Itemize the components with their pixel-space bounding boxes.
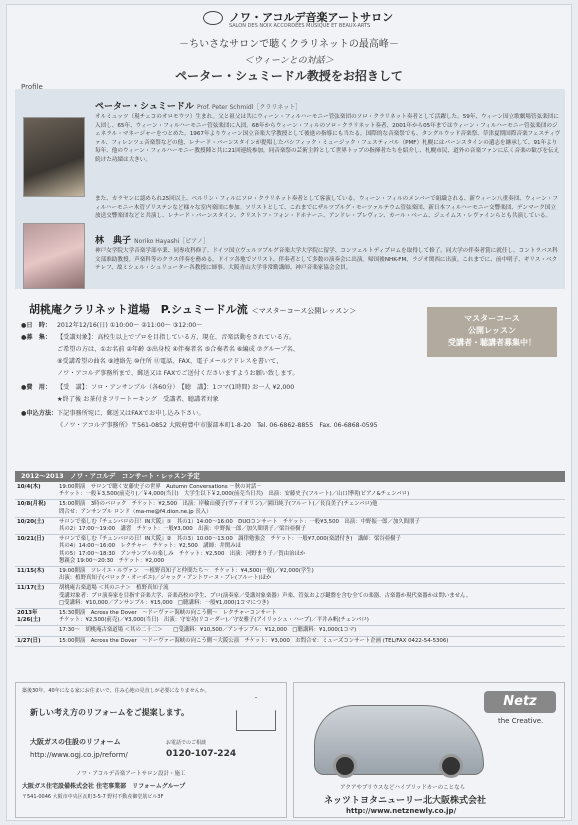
performer-1-name [95, 99, 301, 112]
profile-label: Profile [21, 83, 43, 91]
reform-ad-url[interactable]: http://www.ogj.co.jp/reform/ [30, 751, 128, 759]
performer-2-name-ja: 林 典子 [95, 236, 132, 246]
schedule-body: 17:30～ 胡桃庵古楽道場 ＜其の二十二＞ □受講料：¥10,500／アンサンブル：¥12,000 □聴講料：¥1,000(1コマ) [59, 627, 357, 634]
schedule-row [15, 500, 565, 517]
schedule-body: 19:00開演 サロンで聴く安藤史子の世界 Autumn Conversations －秋の対話－ チケット：一般￥3,500(前売り)／￥4,000(当日) 大学生以下￥2,000(前売当日共) 出演：安藤史子(フルート)／山口博明(ピアノ&チェンバロ) [59, 484, 410, 498]
schedule-date: 2013年 1/26(土) [17, 610, 41, 624]
reform-ad-headline: 新しい考え方のリフォームをご提案します。 [30, 708, 189, 717]
master-box-line-3: 受講者・聴講者募集中！ [448, 338, 536, 347]
lesson-title-sub: ＜マスターコース公開レッスン＞ [251, 307, 357, 315]
schedule-date: 10/20(土) [17, 518, 45, 525]
pianist-photo [23, 223, 85, 289]
info-value: 下記事務所宛に、郵送又はFAXでお申し込み下さい。 [57, 410, 205, 417]
schedule-row [15, 609, 565, 626]
event-subtitle: ＜ウィーンとの対話＞ [244, 56, 334, 66]
master-box-line-2: 公開レッスン [468, 326, 516, 335]
reform-ad-company: 大阪ガスの住設のリフォーム [30, 738, 121, 746]
house-illustration-icon [236, 697, 276, 731]
netz-logo: Netz [484, 691, 556, 713]
lesson-info-row [21, 369, 298, 378]
brand-name: ノワ・アコルデ音楽アートサロン [229, 11, 394, 24]
info-key: ●申込方法： [21, 410, 58, 417]
netz-url[interactable]: http://www.netznewly.co.jp/ [346, 807, 457, 815]
reform-ad-tel-label: お電話でのご相談 [166, 740, 207, 746]
schedule-date: 11/17(土) [17, 585, 45, 592]
performer-1-bio: オルミュッツ（現チェコのオロモウツ）生まれ。父と祖父は共にウィーン・フィルハーモニー管弦楽団のソロ・クラリネット奏者として活躍した。59年、ウィーン国立歌劇場管弦楽団に入団し、65年、ウィーン・フィルハーモニー管弦楽団に入団。68年からウィーン・フィルのソロ・クラリネット奏者、2001年から05年まではウィーン・フィルハーモニー管弦楽団のジェネラル・マネージャーをつとめた。1967年よりウィーン国立音楽大学教授として後進の指導にも当たる。国際的な音楽祭でも、タングルウッド音楽祭、草津夏期国際音楽フェスティヴァル、フィレンツェ音楽祭などの他、レナード・バーンスタインが提唱したパシフィック・ミュージック・フェスティバル（PMF）札幌にはバーンスタインの遺志を継承して、91年より毎年、他のウィーン・フィルハーモニー教授陣と共に21回連続参加。同音楽祭の芸術主幹として世界トップの指揮者たちを紹介し、札幌市民、道外の音楽ファンに広く音楽の歓びを伝え続けた功績は大きい。 [95, 114, 561, 163]
master-box-line-1: マスターコース [464, 314, 520, 323]
reform-ad [15, 682, 287, 818]
schedule-body: 15:00開演 Across the Dover ～ドーヴァー海峡の向こう側～大阪公演 チケット：¥3,000 お問合せ：ミューズコンサート企画 (TEL/FAX 0422-54-5306) [59, 637, 449, 644]
performer-1-name-en: Prof. Peter Schmidl［クラリネット］ [196, 104, 302, 111]
netz-line: アクアやプリウスなどハイブリッドカーのことなら [340, 785, 466, 791]
schedule-row [15, 535, 565, 567]
netz-tagline: the Creative. [498, 717, 544, 725]
lesson-info-row [21, 409, 205, 418]
brand-subtitle: SALON DES NOIX ACCORDEES MUSIQUE ET BEAUX-ARTS [229, 23, 371, 29]
info-value: 【受 講】：ソロ・アンサンブル（各60分） 【聴 講】：1コマ(1時間) お一人 ¥2,000 [57, 384, 295, 391]
lesson-title [29, 301, 356, 317]
info-value: 《ノワ・アコルデ事務所》〒561-0852 大阪府豊中市服部本町1-8-20 Tel. 06-6862-8855 Fax. 06-6868-0595 [57, 422, 378, 429]
lesson-info-row [21, 333, 295, 342]
clarinetist-photo [23, 117, 85, 197]
schedule-date: 10/8(月祝) [17, 501, 46, 508]
netz-company: ネッツトヨタニューリー北大阪株式会社 [324, 796, 487, 806]
master-course-box [427, 307, 557, 357]
netz-ad [293, 682, 565, 818]
schedule-row [15, 518, 565, 535]
advertisements [15, 682, 565, 818]
info-key: ●募 集： [21, 334, 52, 341]
info-key: ●日 時： [21, 322, 52, 329]
schedule-body: 胡桃庵古楽道場 ＜其のニナ＞ 植野真知子流 受講対象者：プロ演奏家を目指す音楽大学、音楽高校の学生、プロ(演奏家／受講対象楽器）声楽、管弦および鍵盤を含む全ての楽器、古楽器か現代楽器かは問いません。 □受講料：¥10,000／アンサンブル：¥15,000 □聴講料：一般¥1,000(1コマにつき) [59, 585, 472, 606]
lesson-info-row [21, 345, 299, 354]
schedule-list [15, 483, 565, 647]
reform-ad-foot-1: ノワ・アコルデ音楽アートサロン設計・施工 [76, 771, 186, 777]
schedule-body: サロンで楽しむ『チェンバロの日！IN大阪』① 其の1）14:00～16:00 DUOコンサート チケット：一般¥3,500 出演：中野振一郎／加久間朋子 其の2）17:00～19:00 講習 チケット：一般¥3,000 出演：中野振一郎／加久間朋子／梁谷亜樹子 [59, 518, 420, 533]
performer-2-name [95, 233, 209, 246]
info-value: ★終了後 お茶付きフリートーキング 受講者、聴講者対象 [57, 396, 219, 403]
performer-1-name-ja: ペーター・シュミードル [95, 102, 194, 112]
schedule-body: 15:30開演 Across the Dover ～ドーヴァー海峡の向こう側～ レクチャーコンサート チケット：¥2,500(前売)／¥3,000(当日) 出演：守安功(リコーダー)／守安雅子(アイリッシュ・ハープ)／平井み帆(チェンバロ) [59, 610, 369, 624]
salon-logo-icon [203, 11, 223, 25]
schedule-row [15, 584, 565, 609]
info-value: 【受講対象】：高校生以上でプロを目指している方、現在、音楽活動をされている方。 [57, 334, 296, 341]
flyer [6, 4, 572, 821]
lesson-info-row [21, 395, 219, 404]
reform-ad-foot-3: 〒541-0046 大阪市中央区瓦町3-5-7 野村不動産御堂筋ビル3F [22, 794, 164, 800]
info-value: ⑧受講希望の曲名 ⑨連絡先 ⑩住所 ⑪電話、FAX、電子メールアドレスを書いて、 [57, 358, 283, 365]
reform-ad-tel: 0120-107-224 [166, 749, 237, 759]
schedule-date: 11/15(木) [17, 568, 45, 575]
performer-2-bio: 神戸女学院大学音楽学部卒業、同専攻科修了。ドイツ国立ヴュルツブルグ音楽大学大学院に留学、コンツェルトディプロムを取得して修了。同大学の伴奏者賞に就任し、コントラバス科文部准助教授。声楽科等のクラス伴奏を務める。ドイツ各地でソリスト、伴奏者として多数の演奏会に出演。帰国後NHK-FM、ラジオ関西に出演。これまでに、前中明子、ギリス・ベクテレフ、故ミシェル・シュリューター各教授に師事。大阪青山大学非常勤講師、神戸音楽家協会会員。 [95, 248, 558, 272]
schedule-row [15, 567, 565, 584]
info-value: 2012年12/16(日) ①10:00～ ②11:00～ ③12:00～ [57, 322, 203, 329]
lesson-info-row [21, 321, 202, 330]
wheel-icon [333, 754, 357, 778]
lesson-info-row [21, 383, 294, 392]
tagline: －ちいさなサロンで聴くクラリネットの最高峰－ [179, 39, 399, 50]
car-illustration [314, 705, 484, 775]
schedule-date: 10/21(日) [17, 536, 45, 543]
schedule-header: 2012～2013 ノワ・アコルデ コンサート・レッスン予定 [15, 471, 565, 482]
performer-2-name-en: Noriko Hayashi［ピアノ］ [134, 238, 209, 245]
info-value: ご希望の方は、①お名前 ②年齢 ③出身校 ④伴奏者名 ⑤合奏者名 ⑥編成 ⑦グループ名、 [57, 346, 299, 353]
schedule-body: サロンで楽しむ『チェンバロの日！IN大阪』② 其の3）10:00～13:00 調律勉強会 チケット：一般¥7,000(楽譜付き) 講師：梁谷亜樹子 其の4）14:00～16:00 レクチャー チケット：¥2,500 講師：井関みほ 其の5）17:00～18:30 アンサンブルの楽しみ チケット：¥2,500 出演：河野まり子／賀由治ほか 懇親会 19:00～20:30 チケット：¥2,000 [59, 536, 401, 564]
event-title: ペーター・シュミードル教授をお招きして [175, 69, 403, 83]
wheel-icon [439, 754, 463, 778]
schedule-date: 10/4(木) [17, 484, 41, 490]
schedule-row [15, 483, 565, 500]
schedule-body: 15:00開演 3時のバロック チケット：¥2,500 出演：岸輪山優子(ヴァイオリン)／園田純子(フルート)／長良美子(チェンバロ)他 問合せ：アンサンブル ロンド（ma-me@f4.dion.ne.jp 長入） [59, 501, 378, 515]
schedule-body: 19:00開演 ソレイユ・ルヴァン ～植野真知子と仲間たち～ チケット：¥4,500(一般)／¥2,000(学生) 出演：植野真知子(バロック・オーボエ)／ジャック・アントワーヌ・ブレ(フルート)ほか [59, 568, 314, 582]
reform-ad-foot-2: 大阪ガス住宅設備株式会社 住宅事業部 リフォームグループ [22, 783, 186, 790]
info-key: ●費 用： [21, 384, 52, 391]
lesson-title-main: 胡桃庵クラリネット道場 P.シュミードル流 [29, 303, 248, 316]
lesson-info-row [21, 357, 282, 366]
reform-ad-note: 築後30年、40年になる家にお住まいで、住み心地の見直しが必要になりませんか。 [22, 688, 210, 694]
schedule-date: 1/27(日) [17, 637, 41, 644]
schedule-row [15, 626, 565, 636]
performer-1-bio-2: また、カラヤンに認められ25回以上、ベルリン・フィルにソロ・クラリネット奏者として客演している。ウィーン・フィルのメンバーで組織される、新ウィーン八重奏団、ウィーン・フィルハーモニー木管ゾリステンなど様々な室内楽団に参加。ソリストとして、これまでにザルツブルグ・モーツァルテウム管弦楽団、新日本フィルハーモニー交響楽団、デンマーク国立放送交響楽団などと共演し、レナード・バーンスタイン、クリストフ・フォン・ドホナーニ、アンドレ・プレヴィン、カール・ベーム、ジェイムス・レヴァインらとも共演している。 [95, 196, 559, 220]
schedule-row [15, 637, 565, 647]
info-value: ノワ・アコルデ事務所まで、郵送又は FAXでご送付くださいますようお願い致します。 [57, 370, 299, 377]
lesson-info-row [21, 421, 378, 430]
